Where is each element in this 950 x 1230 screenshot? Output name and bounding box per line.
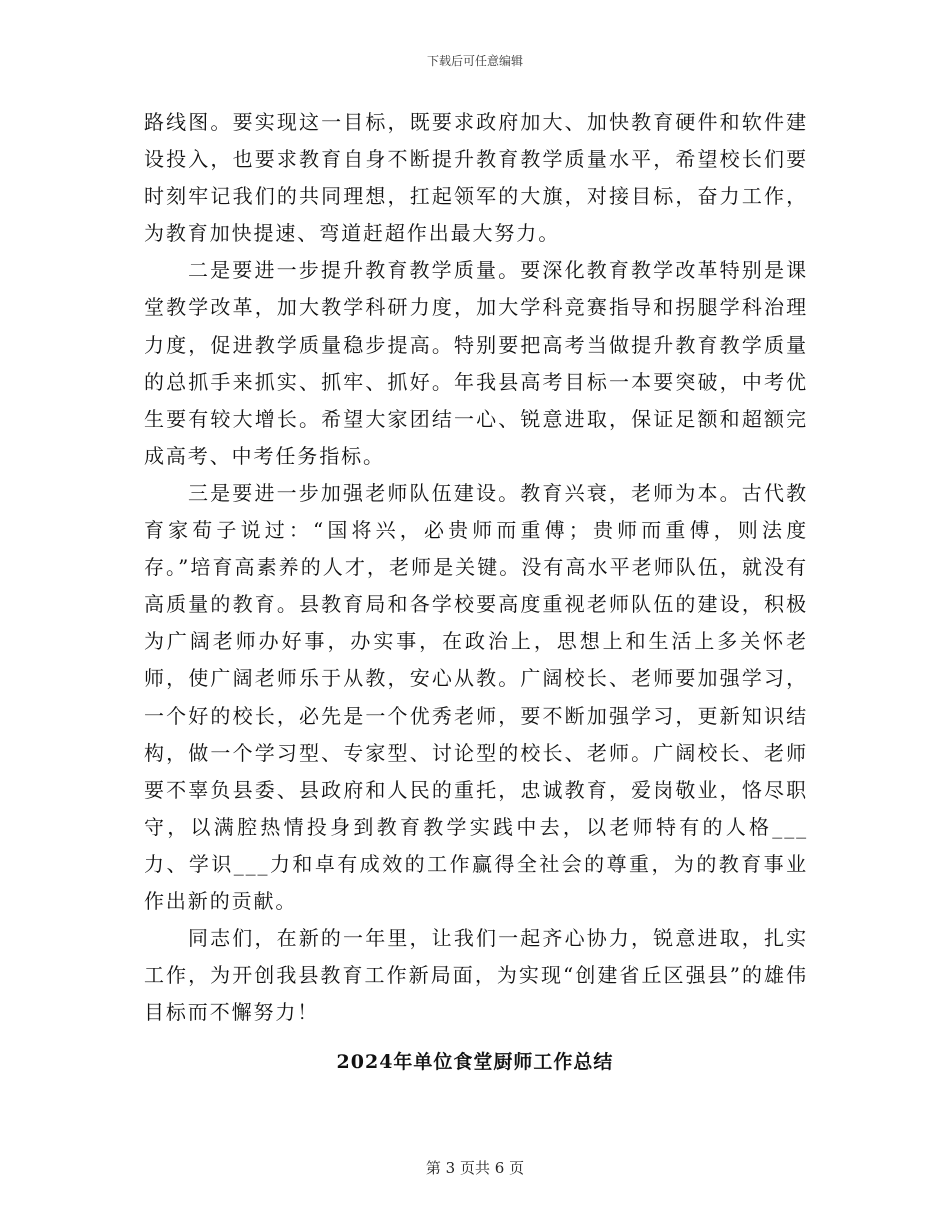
paragraph-teaching-quality: 二是要进一步提升教育教学质量。要深化教育教学改革特别是课堂教学改革，加大教学科研力度，加大学科竞赛指导和拐腿学科治理力度，促进教学质量稳步提高。特别要把高考当做提升教育教学质量的总抓手来抓实、抓牢、抓好。年我县高考目标一本要突破，中考优生要有较大增长。希望大家团结一心、锐意进取，保证足额和超额完成高考、中考任务指标。 (144, 258, 808, 468)
paragraph-teacher-team: 三是要进一步加强老师队伍建设。教育兴衰，老师为本。古代教育家荀子说过：“国将兴，必贵师而重傅；贵师而重傅，则法度存。”培育高素养的人才，老师是关键。没有高水平老师队伍，就没有高质量的教育。县教育局和各学校要高度重视老师队伍的建设，积极为广阔老师办好事，办实事，在政治上，思想上和生活上多关怀老师，使广阔老师乐于从教，安心从教。广阔校长、老师要加强学习，一个好的校长，必先是一个优秀老师，要不断加强学习，更新知识结构，做一个学习型、专家型、讨论型的校长、老师。广阔校长、老师要不辜负县委、县政府和人民的重托，忠诚教育，爱岗敬业，恪尽职守，以满腔热情投身到教育教学实践中去，以老师特有的人格___力、学识___力和卓有成效的工作赢得全社会的尊重，为的教育事业作出新的贡献。 (144, 480, 808, 913)
document-body (144, 104, 808, 1031)
page-header-note: 下载后可任意编辑 (426, 54, 523, 68)
section-title: 2024年单位食堂厨师工作总结 (336, 1051, 614, 1073)
paragraph-continuation: 路线图。要实现这一目标，既要求政府加大、加快教育硬件和软件建设投入，也要求教育自身不断提升教育教学质量水平，希望校长们要时刻牢记我们的共同理想，扛起领军的大旗，对接目标，奋力工作，为教育加快提速、弯道赶超作出最大努力。 (144, 110, 808, 246)
page-number: 第 3 页共 6 页 (425, 1159, 525, 1177)
paragraph-closing: 同志们，在新的一年里，让我们一起齐心协力，锐意进取，扎实工作，为开创我县教育工作新局面，为实现“创建省丘区强县”的雄伟目标而不懈努力！ (144, 926, 808, 1025)
